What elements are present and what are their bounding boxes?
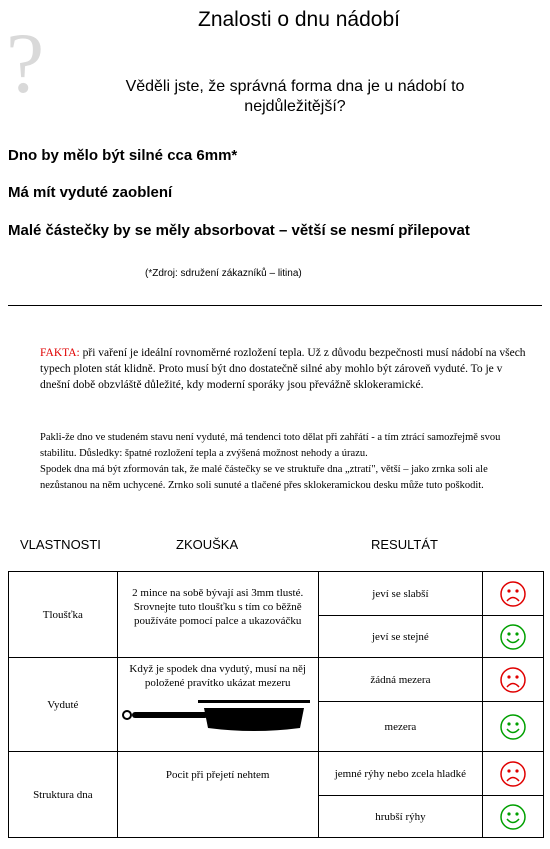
result-face-cell bbox=[483, 658, 544, 702]
test-cell bbox=[117, 752, 318, 838]
claim-thickness: Dno by mělo být silné cca 6mm* bbox=[8, 147, 238, 164]
test-cell bbox=[117, 658, 318, 752]
divider bbox=[8, 305, 542, 306]
warning-paragraph bbox=[40, 430, 534, 494]
header-properties: VLASTNOSTI bbox=[20, 537, 101, 552]
warning-text-1: Pakli-že dno ve studeném stavu není vyduté, má tendenci toto dělat při zahřátí - a tím ztrácí samozřejmě svou stabilitu. Důsledky: špatné rozložení tepla a zvýšená možnost nehody a úrazu. bbox=[40, 432, 501, 459]
result-cell: jemné rýhy nebo zcela hladké bbox=[318, 752, 482, 796]
result-face-cell bbox=[483, 616, 544, 658]
header-test: ZKOUŠKA bbox=[176, 537, 239, 552]
property-cell: Struktura dna bbox=[9, 752, 118, 838]
facts-text: při vaření je ideální rovnoměrné rozložení tepla. Už z důvodu bezpečnosti musí nádobí na všech typech ploten stát klidně. Proto musí být dno dostatečně silné aby mohlo být zároveň vyduté. To je v dnešní době obzvláště důležité, kdy moderní sporáky jsou převážně sklokeramické. bbox=[40, 347, 526, 391]
property-cell: Vyduté bbox=[9, 658, 118, 752]
warning-text-2: Spodek dna má být zformován tak, že malé částečky se ve struktuře dna „ztratí", větší – jako zrnka soli ale nezůstanou na něm uchycené. Zrnko soli sunuté a tlačené přes sklokeramickou desku může tuto poškodit. bbox=[40, 464, 488, 491]
sad-face-icon bbox=[498, 665, 528, 695]
facts-label: FAKTA: bbox=[40, 347, 80, 359]
intro-text: Věděli jste, že správná forma dna je u nádobí to nejdůležitější? bbox=[125, 78, 465, 115]
facts-paragraph bbox=[40, 345, 534, 393]
happy-face-icon bbox=[498, 712, 528, 742]
result-face-cell bbox=[483, 796, 544, 838]
happy-face-icon bbox=[498, 802, 528, 832]
result-cell: jeví se stejné bbox=[318, 616, 482, 658]
result-face-cell bbox=[483, 702, 544, 752]
claim-particles: Malé částečky by se měly absorbovat – větší se nesmí přilepovat bbox=[8, 222, 470, 239]
test-cell bbox=[117, 572, 318, 658]
question-mark-graphic: ? bbox=[6, 15, 45, 111]
result-cell: jeví se slabší bbox=[318, 572, 482, 616]
result-cell: hrubší rýhy bbox=[318, 796, 482, 838]
result-cell: žádná mezera bbox=[318, 658, 482, 702]
result-face-cell bbox=[483, 572, 544, 616]
test-text: Když je spodek dna vydutý, musí na něj položené pravítko ukázat mezeru bbox=[129, 663, 306, 689]
property-cell: Tloušťka bbox=[9, 572, 118, 658]
claim-curvature: Má mít vyduté zaoblení bbox=[8, 184, 173, 201]
sad-face-icon bbox=[498, 759, 528, 789]
test-table bbox=[8, 571, 544, 838]
test-text: 2 mince na sobě bývají asi 3mm tlusté. Srovnejte tuto tloušťku s tím co běžně používáte pomocí palce a ukazováčku bbox=[132, 587, 304, 627]
header-result: RESULTÁT bbox=[371, 537, 438, 552]
result-face-cell bbox=[483, 752, 544, 796]
happy-face-icon bbox=[498, 622, 528, 652]
test-text: Pocit při přejetí nehtem bbox=[165, 769, 270, 781]
pan-and-ruler-illustration bbox=[118, 694, 318, 738]
page-title: Znalosti o dnu nádobí bbox=[198, 8, 400, 31]
result-cell: mezera bbox=[318, 702, 482, 752]
source-note: (*Zdroj: sdružení zákazníků – litina) bbox=[145, 268, 302, 279]
sad-face-icon bbox=[498, 579, 528, 609]
